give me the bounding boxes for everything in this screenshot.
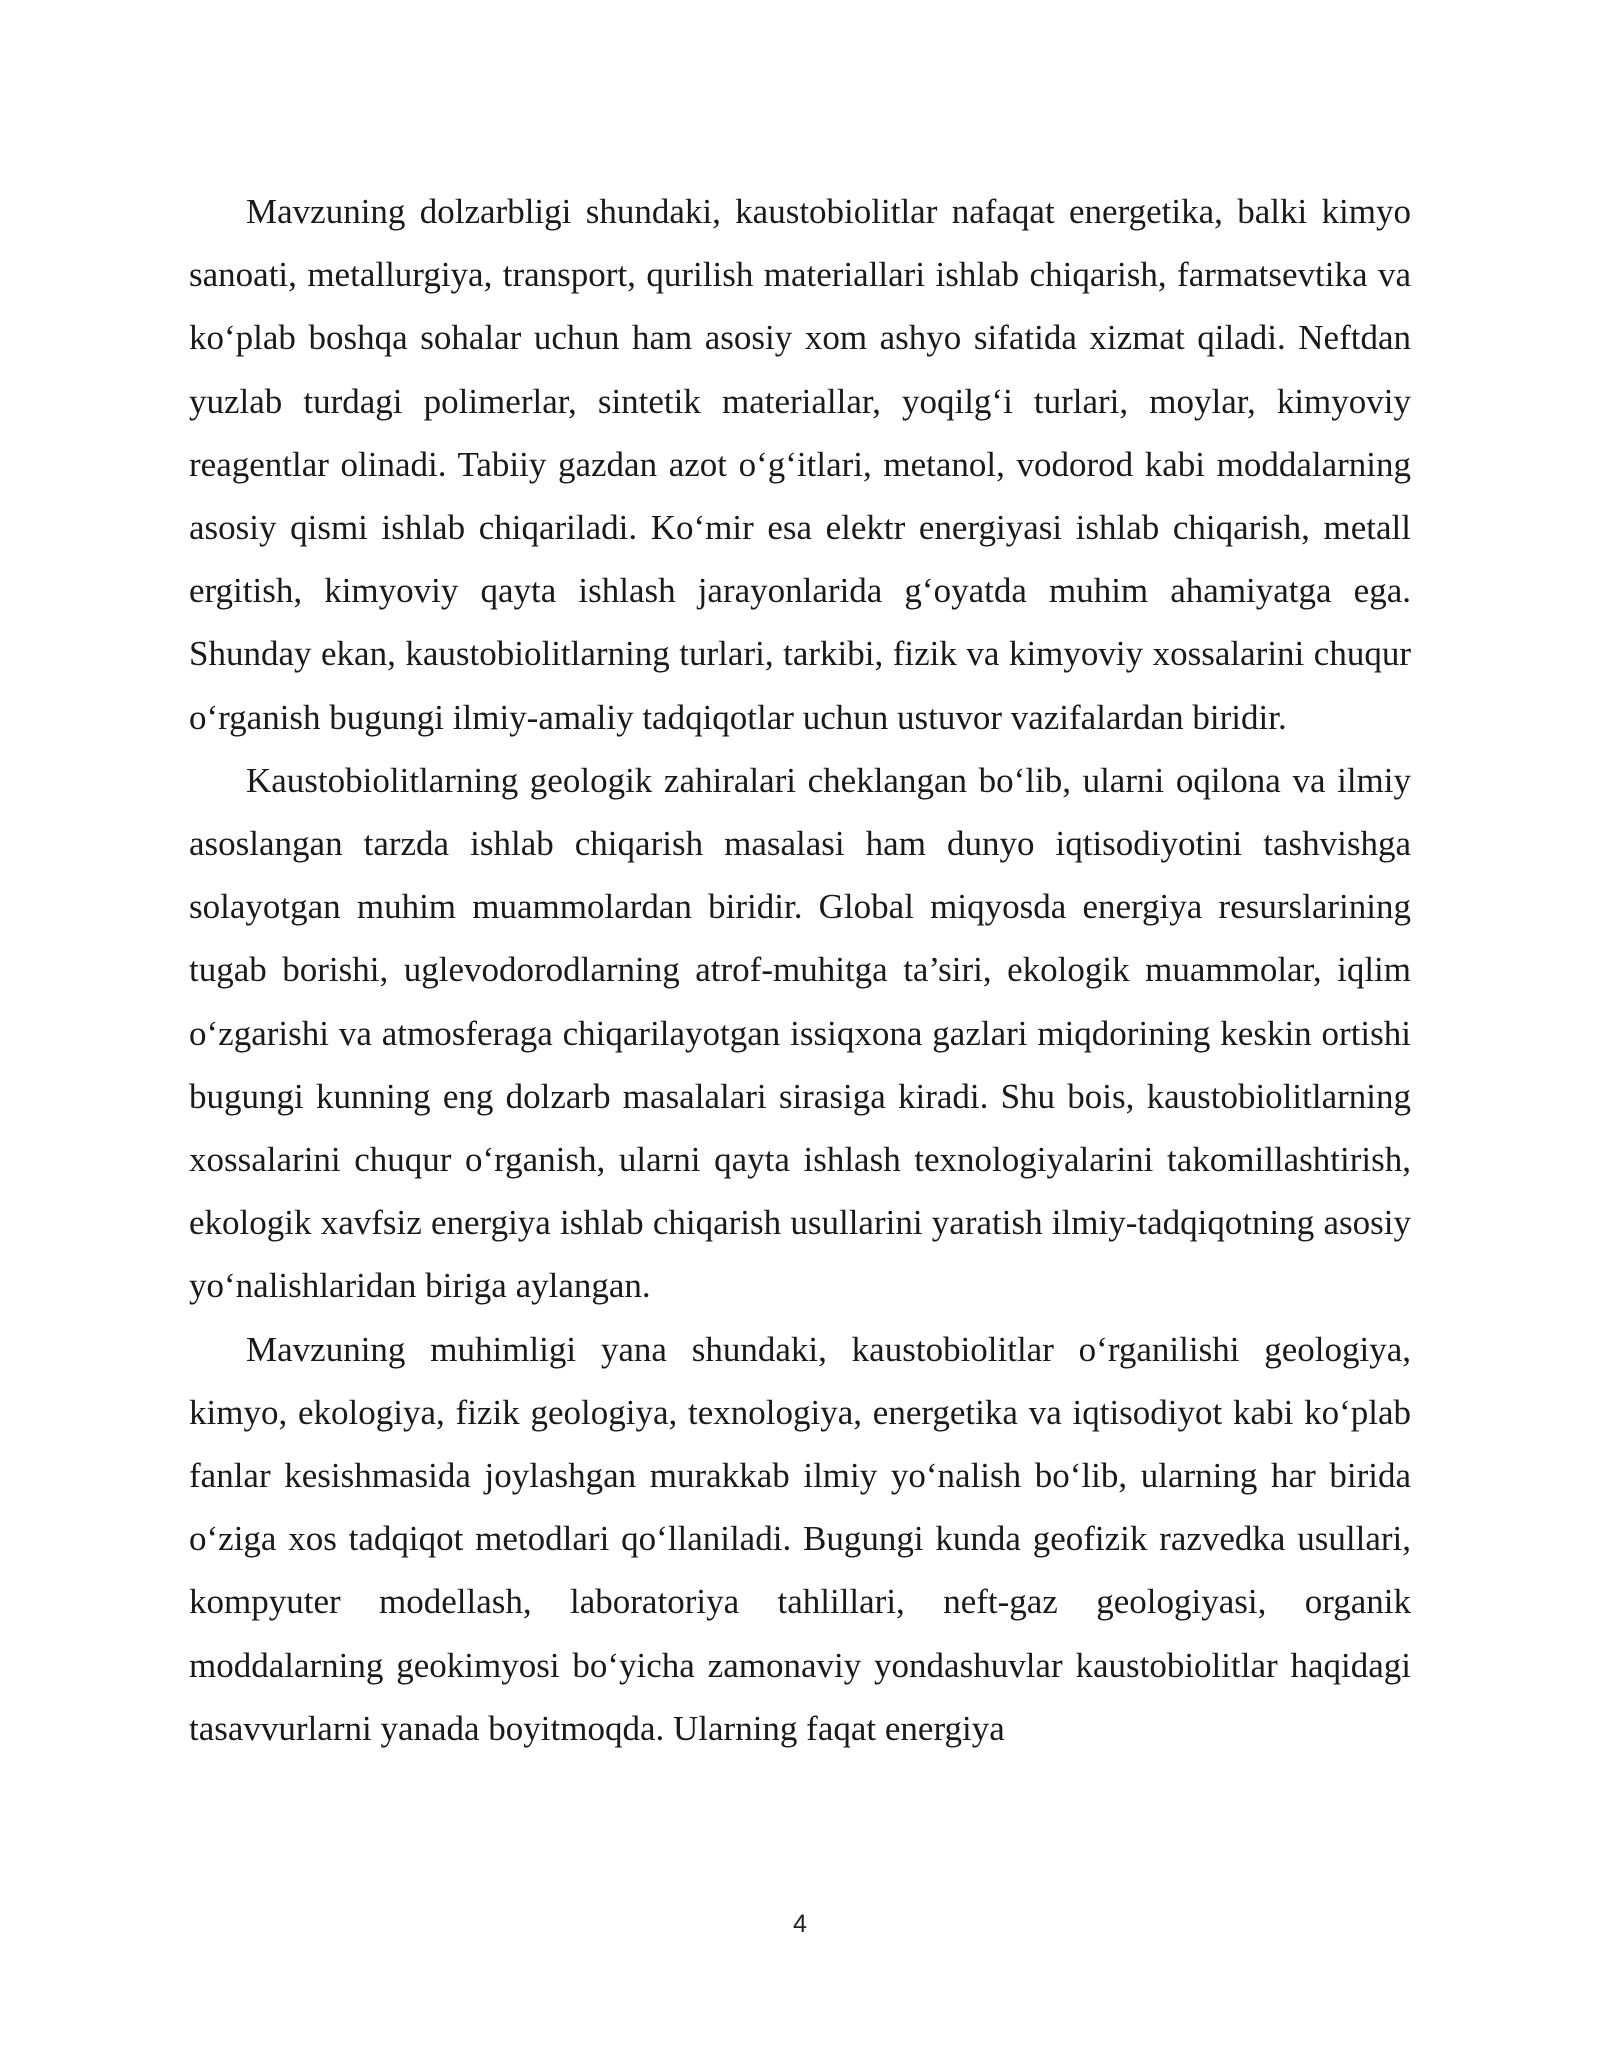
paragraph-3: Mavzuning muhimligi yana shundaki, kaustobiolitlar oʻrganilishi geologiya, kimyo, ekologiya, fizik geologiya, texnologiya, energetika va iqtisodiyot kabi koʻplab fanlar kesishmasida joylashgan murakkab ilmiy yoʻnalish boʻlib, ularning har birida oʻziga xos tadqiqot metodlari qoʻllaniladi. Bugungi kunda geofizik razvedka usullari, kompyuter modellash, laboratoriya tahlillari, neft-gaz geologiyasi, organik moddalarning geokimyosi boʻyicha zamonaviy yondashuvlar kaustobiolitlar haqidagi tasavvurlarni yanada boyitmoqda. Ularning faqat energiya <box>189 1329 1411 1748</box>
paragraph-1: Mavzuning dolzarbligi shundaki, kaustobiolitlar nafaqat energetika, balki kimyo sanoati, metallurgiya, transport, qurilish materiallari ishlab chiqarish, farmatsevtika va koʻplab boshqa sohalar uchun ham asosiy xom ashyo sifatida xizmat qiladi. Neftdan yuzlab turdagi polimerlar, sintetik materiallar, yoqilgʻi turlari, moylar, kimyoviy reagentlar olinadi. Tabiiy gazdan azot oʻgʻitlari, metanol, vodorod kabi moddalarning asosiy qismi ishlab chiqariladi. Koʻmir esa elektr energiyasi ishlab chiqarish, metall ergitish, kimyoviy qayta ishlash jarayonlarida gʻoyatda muhim ahamiyatga ega. Shunday ekan, kaustobiolitlarning turlari, tarkibi, fizik va kimyoviy xossalarini chuqur oʻrganish bugungi ilmiy-amaliy tadqiqotlar uchun ustuvor vazifalardan biridir. <box>189 192 1411 737</box>
page-number: 4 <box>793 1910 807 1938</box>
paragraph-2: Kaustobiolitlarning geologik zahiralari cheklangan boʻlib, ularni oqilona va ilmiy asoslangan tarzda ishlab chiqarish masalasi ham dunyo iqtisodiyotini tashvishga solayotgan muhim muammolardan biridir. Global miqyosda energiya resurslarining tugab borishi, uglevodorodlarning atrof-muhitga ta’siri, ekologik muammolar, iqlim oʻzgarishi va atmosferaga chiqarilayotgan issiqxona gazlari miqdorining keskin ortishi bugungi kunning eng dolzarb masalalari sirasiga kiradi. Shu bois, kaustobiolitlarning xossalarini chuqur oʻrganish, ularni qayta ishlash texnologiyalarini takomillashtirish, ekologik xavfsiz energiya ishlab chiqarish usullarini yaratish ilmiy-tadqiqotning asosiy yoʻnalishlaridan biriga aylangan. <box>189 760 1411 1306</box>
text-body <box>189 180 1411 1760</box>
